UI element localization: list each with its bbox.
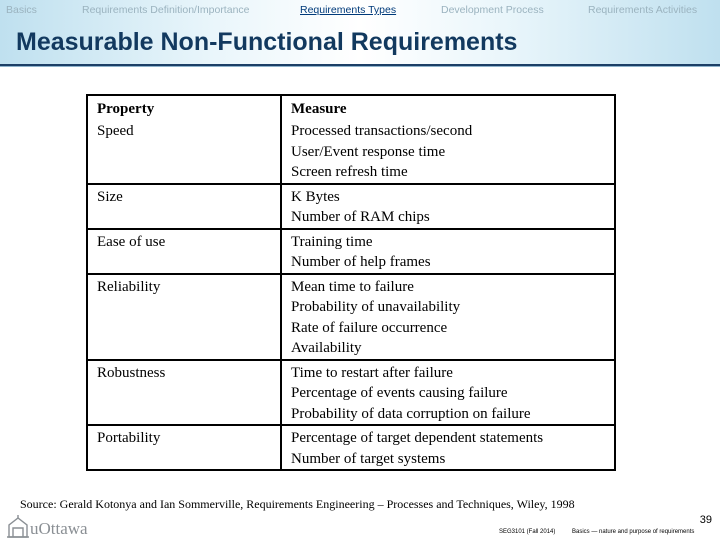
measure-item: Probability of unavailability: [291, 299, 461, 315]
measure-item: Mean time to failure: [291, 278, 414, 295]
property-cell: Portability: [87, 425, 281, 470]
header-property: Property: [87, 95, 281, 119]
measure-item: Percentage of target dependent statements: [291, 430, 544, 446]
table-header-row: [87, 95, 615, 119]
measure-item: Number of RAM chips: [291, 209, 430, 225]
footer-topic: Basics — nature and purpose of requirements: [572, 529, 695, 535]
measure-cell: [281, 360, 615, 426]
property-cell: Speed: [87, 119, 281, 184]
measure-item: Percentage of events causing failure: [291, 385, 508, 401]
measure-item: Processed transactions/second: [291, 123, 473, 139]
table-row: [87, 184, 615, 229]
requirements-table: [86, 94, 616, 471]
nav-item-development-process[interactable]: Development Process: [441, 4, 544, 16]
table-row: [87, 119, 615, 184]
header-banner: [0, 0, 720, 64]
nav-item-requirements-types[interactable]: Requirements Types: [300, 4, 397, 16]
measure-cell: [281, 184, 615, 229]
measure-item: Availability: [291, 340, 362, 356]
table-row: [87, 229, 615, 274]
property-cell: Reliability: [87, 274, 281, 360]
measure-item: Time to restart after failure: [291, 364, 453, 381]
measure-item: Screen refresh time: [291, 164, 408, 180]
footer-course: SEG3101 (Fall 2014): [499, 529, 556, 535]
title-rule-light: [0, 66, 720, 67]
logo-text: uOttawa: [30, 519, 88, 538]
measure-cell: [281, 229, 615, 274]
measure-cell: [281, 119, 615, 184]
nav-item-basics[interactable]: Basics: [6, 4, 37, 16]
nav-item-requirements-activities[interactable]: Requirements Activities: [588, 4, 698, 16]
measure-item: Number of target systems: [291, 450, 446, 467]
table-row: [87, 274, 615, 360]
measure-item: User/Event response time: [291, 143, 446, 160]
page-number: 39: [699, 514, 712, 526]
property-cell: Robustness: [87, 360, 281, 426]
slide-title: Measurable Non-Functional Requirements: [16, 28, 518, 56]
measure-cell: [281, 425, 615, 470]
measure-cell: [281, 274, 615, 360]
header-measure: Measure: [281, 95, 615, 119]
table-row: [87, 425, 615, 470]
measure-item: Rate of failure occurrence: [291, 319, 448, 336]
measure-item: K Bytes: [291, 188, 340, 205]
measure-item: Number of help frames: [291, 254, 431, 270]
nav-item-requirements-definition[interactable]: Requirements Definition/Importance: [82, 4, 250, 16]
property-cell: Ease of use: [87, 229, 281, 274]
table-row: [87, 360, 615, 426]
measure-item: Probability of data corruption on failure: [291, 405, 531, 422]
source-citation: Source: Gerald Kotonya and Ian Sommerville, Requirements Engineering – Processes and Techniques, Wiley, 1998: [20, 497, 575, 511]
measure-item: Training time: [291, 233, 373, 250]
property-cell: Size: [87, 184, 281, 229]
